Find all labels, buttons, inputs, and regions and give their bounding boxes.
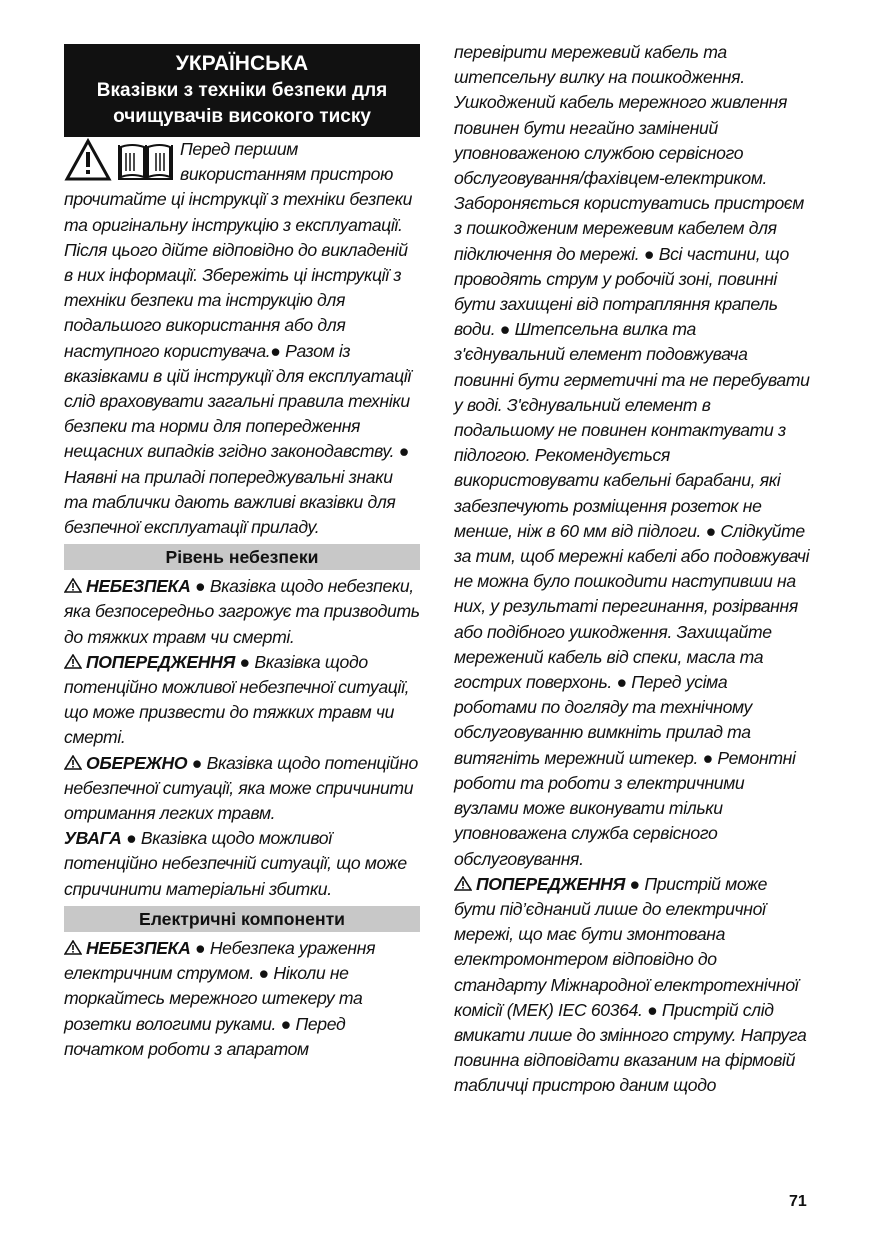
intro-paragraph xyxy=(64,137,420,540)
right-column xyxy=(454,40,810,1099)
language-title: УКРАЇНСЬКА xyxy=(175,52,309,75)
warning-triangle-icon xyxy=(64,654,82,669)
warning-triangle-icon xyxy=(454,876,472,891)
warning-label: ПОПЕРЕДЖЕННЯ xyxy=(454,874,625,894)
page-title: Вказівки з техніки безпеки для очищувачів високого тиску xyxy=(96,80,388,127)
page-number: 71 xyxy=(789,1193,807,1210)
electrical-continued-paragraph: перевірити мережевий кабель та штепсельну вилку на пошкодження. Ушкоджений кабель мережного живлення повинен бути негайно замінений уповноваженою службою сервісного обслуговування/фахівцем-електриком. Забороняється користуватись пристроєм з пошкодженим мережевим кабелем для підключення до мережі. ● Всі частини, що проводять струм у робочій зоні, повинні бути захищені від потрапляння крапель води. ● Штепсельна вилка та з'єднувальний елемент подовжувача повинні бути герметичні та не перебувати у воді. З'єднувальний елемент в подальшому не повинен контактувати з підлогою. Рекомендується використовувати кабельні барабани, які забезпечують розміщення розеток не менше, ніж в 60 мм від підлоги. ● Слідкуйте за тим, щоб мережні кабелі або подовжувачі не можна було пошкодити наступивши на них, у результаті перегинання, розірвання або подібного ушкодження. Захищайте мережений кабель від спеки, масла та гострих поверхонь. ● Перед усіма роботами по догляду та технічному обслуговуванню вимкніть прилад та витягніть мережний штекер. ● Ремонтні роботи та роботи з електричними вузлами може виконувати тільки уповноважена служба сервісного обслуговування. xyxy=(454,42,810,869)
warning-triangle-icon xyxy=(64,755,82,770)
electrical-danger-paragraph: НЕБЕЗПЕКА ● Небезпека ураження електричним струмом. ● Ніколи не торкайтесь мережного штекеру та розетки вологими руками. ● Перед початком роботи з апаратом xyxy=(64,937,376,1059)
danger-paragraph: НЕБЕЗПЕКА ● Вказівка щодо небезпеки, яка безпосередньо загрожує та призводить до тяжких травм чи смерті. xyxy=(64,576,420,647)
warning-label: ПОПЕРЕДЖЕННЯ xyxy=(64,652,235,672)
caution-label: ОБЕРЕЖНО xyxy=(64,753,187,773)
left-column xyxy=(64,44,420,1062)
warning-manual-icon xyxy=(64,137,176,183)
section-header xyxy=(64,44,420,137)
electrical-warning-paragraph: ПОПЕРЕДЖЕННЯ ● Пристрій може бути під’єднаний лише до електричної мережі, що має бути змонтована електромонтером відповідно до стандарту Міжнародної електротехнічної комісії (МЕК) IEC 60364. ● Пристрій слід вмикати лише до змінного струму. Напруга повинна відповідати вказаним на фірмовій табличці пристрою даним щодо xyxy=(454,873,807,1096)
warning-triangle-icon xyxy=(64,578,82,593)
danger-label: НЕБЕЗПЕКА xyxy=(64,938,190,958)
notice-paragraph: УВАГА ● Вказівка щодо можливої потенційно небезпечній ситуації, що може спричинити матеріальні збитки. xyxy=(64,828,407,899)
danger-label: НЕБЕЗПЕКА xyxy=(64,576,190,596)
warning-triangle-icon xyxy=(64,940,82,955)
notice-label: УВАГА xyxy=(64,828,122,849)
electrical-components-heading: Електричні компоненти xyxy=(64,906,420,932)
warning-paragraph: ПОПЕРЕДЖЕННЯ ● Вказівка щодо потенційно можливої небезпечної ситуації, що може призвести до тяжких травм чи смерті. xyxy=(64,651,410,748)
hazard-level-heading: Рівень небезпеки xyxy=(64,544,420,570)
intro-text: Перед першим використанням пристрою прочитайте ці інструкції з техніки безпеки та оригінальну інструкцію з експлуатації. Після цього дійте відповідно до викладеній в них інформації. Збережіть ці інструкції з техніки безпеки та інструкцію для подальшого використання або для наступного користувача.● Разом із вказівками в цій інструкції для експлуатації слід враховувати загальні правила техніки безпеки та норми для попередження нещасних випадків згідно законодавству. ● Наявні на приладі попереджувальні знаки та таблички дають важливі вказівки для безпечної експлуатації приладу. xyxy=(64,139,413,538)
caution-paragraph: ОБЕРЕЖНО ● Вказівка щодо потенційно небезпечної ситуації, яка може спричинити отримання легких травм. xyxy=(64,752,418,824)
